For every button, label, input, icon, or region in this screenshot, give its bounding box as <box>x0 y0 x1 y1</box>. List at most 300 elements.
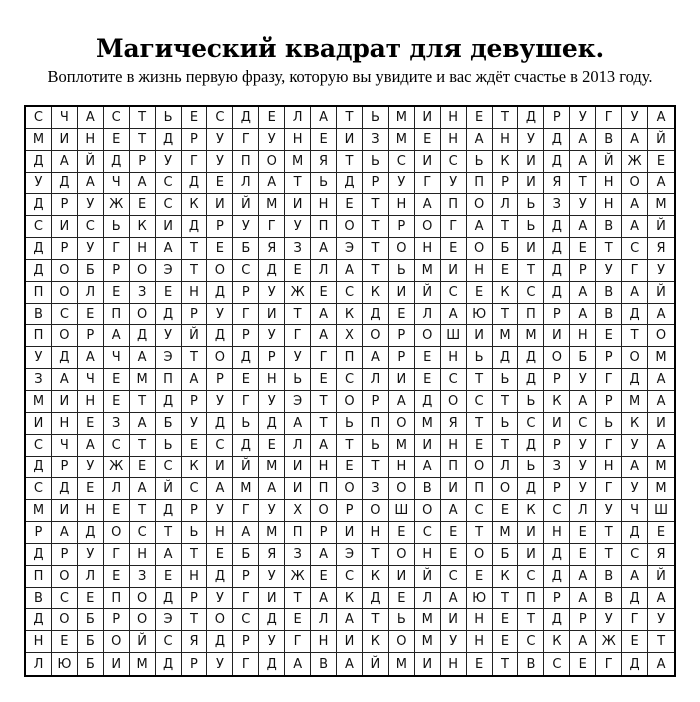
grid-cell: У <box>259 129 285 151</box>
grid-cell: Д <box>52 173 78 195</box>
grid-cell: Р <box>259 347 285 369</box>
grid-cell: Р <box>52 544 78 566</box>
grid-cell: З <box>544 457 570 479</box>
grid-cell: Т <box>648 631 674 653</box>
grid-cell: А <box>648 173 674 195</box>
grid-cell: А <box>182 369 208 391</box>
grid-cell: К <box>182 194 208 216</box>
grid-cell: С <box>52 304 78 326</box>
grid-cell: М <box>648 457 674 479</box>
grid-cell: Н <box>467 631 493 653</box>
grid-cell: А <box>311 435 337 457</box>
grid-cell: М <box>518 325 544 347</box>
grid-cell: Е <box>104 391 130 413</box>
grid-cell: П <box>467 173 493 195</box>
grid-cell: Д <box>182 216 208 238</box>
grid-cell: М <box>389 129 415 151</box>
grid-cell: О <box>363 325 389 347</box>
grid-cell: Г <box>233 304 259 326</box>
grid-cell: Е <box>311 282 337 304</box>
grid-cell: Д <box>26 260 52 282</box>
grid-cell: Т <box>182 260 208 282</box>
grid-cell: С <box>233 260 259 282</box>
grid-cell: Т <box>337 107 363 129</box>
grid-cell: О <box>207 260 233 282</box>
grid-cell: Р <box>570 609 596 631</box>
grid-cell: Ю <box>467 588 493 610</box>
grid-cell: Т <box>156 522 182 544</box>
grid-cell: Д <box>415 391 441 413</box>
grid-cell: Е <box>570 238 596 260</box>
grid-cell: Д <box>52 347 78 369</box>
grid-cell: Р <box>389 347 415 369</box>
grid-cell: З <box>104 413 130 435</box>
grid-cell: Й <box>648 216 674 238</box>
grid-cell: Ь <box>493 369 519 391</box>
grid-cell: П <box>441 194 467 216</box>
grid-cell: Н <box>130 544 156 566</box>
grid-cell: Г <box>596 435 622 457</box>
grid-cell: Н <box>78 500 104 522</box>
grid-cell: С <box>337 566 363 588</box>
grid-cell: Й <box>648 566 674 588</box>
grid-cell: К <box>622 413 648 435</box>
grid-cell: Д <box>622 588 648 610</box>
grid-cell: Ж <box>285 282 311 304</box>
grid-cell: Ь <box>156 435 182 457</box>
grid-cell: Н <box>596 173 622 195</box>
grid-cell: Р <box>311 522 337 544</box>
grid-cell: Э <box>156 347 182 369</box>
grid-cell: Н <box>311 457 337 479</box>
grid-cell: Э <box>285 391 311 413</box>
grid-cell: Р <box>78 325 104 347</box>
grid-cell: Р <box>52 457 78 479</box>
grid-cell: У <box>389 173 415 195</box>
grid-cell: А <box>570 129 596 151</box>
grid-cell: П <box>26 566 52 588</box>
grid-cell: О <box>363 500 389 522</box>
grid-cell: И <box>415 151 441 173</box>
grid-cell: Р <box>389 325 415 347</box>
grid-cell: Е <box>233 369 259 391</box>
grid-cell: К <box>544 631 570 653</box>
grid-cell: Ь <box>182 522 208 544</box>
grid-cell: Д <box>233 347 259 369</box>
grid-cell: Р <box>363 173 389 195</box>
grid-cell: П <box>311 216 337 238</box>
grid-cell: Б <box>78 631 104 653</box>
grid-cell: И <box>207 194 233 216</box>
grid-cell: Д <box>26 609 52 631</box>
grid-cell: Р <box>52 238 78 260</box>
grid-cell: Н <box>389 457 415 479</box>
grid-cell: Н <box>182 282 208 304</box>
grid-cell: Ь <box>389 260 415 282</box>
grid-cell: Е <box>104 129 130 151</box>
grid-cell: С <box>518 566 544 588</box>
grid-cell: Г <box>233 653 259 675</box>
grid-cell: А <box>259 173 285 195</box>
grid-cell: Б <box>78 653 104 675</box>
grid-cell: Д <box>544 238 570 260</box>
grid-cell: У <box>648 260 674 282</box>
grid-cell: И <box>389 566 415 588</box>
grid-cell: Е <box>493 609 519 631</box>
grid-cell: А <box>130 413 156 435</box>
grid-cell: Н <box>182 566 208 588</box>
grid-cell: И <box>518 522 544 544</box>
grid-cell: Р <box>104 260 130 282</box>
grid-cell: У <box>259 282 285 304</box>
grid-cell: Н <box>441 129 467 151</box>
grid-cell: У <box>26 173 52 195</box>
grid-cell: Ч <box>52 107 78 129</box>
grid-cell: Г <box>104 544 130 566</box>
grid-cell: А <box>467 216 493 238</box>
grid-cell: Е <box>130 194 156 216</box>
grid-cell: У <box>622 435 648 457</box>
grid-cell: С <box>622 544 648 566</box>
grid-cell: Г <box>596 653 622 675</box>
grid-cell: Б <box>493 238 519 260</box>
grid-cell: Ж <box>104 194 130 216</box>
grid-cell: О <box>130 588 156 610</box>
grid-cell: Р <box>493 173 519 195</box>
grid-cell: Н <box>441 347 467 369</box>
grid-cell: Р <box>182 129 208 151</box>
grid-cell: Р <box>130 151 156 173</box>
grid-cell: У <box>570 478 596 500</box>
grid-cell: А <box>622 566 648 588</box>
grid-cell: Г <box>233 500 259 522</box>
grid-cell: Я <box>311 151 337 173</box>
grid-cell: С <box>104 107 130 129</box>
grid-cell: Е <box>311 566 337 588</box>
grid-cell: Л <box>78 566 104 588</box>
grid-cell: У <box>596 500 622 522</box>
grid-cell: Е <box>337 457 363 479</box>
grid-cell: П <box>104 304 130 326</box>
grid-cell: Л <box>415 588 441 610</box>
grid-cell: О <box>467 544 493 566</box>
page-subtitle: Воплотите в жизнь первую фразу, которую вы увидите и вас ждёт счастье в 2013 году. <box>47 67 653 86</box>
grid-cell: И <box>207 457 233 479</box>
grid-cell: С <box>26 107 52 129</box>
grid-cell: Р <box>182 500 208 522</box>
grid-cell: Д <box>259 653 285 675</box>
grid-cell: С <box>156 194 182 216</box>
grid-cell: А <box>570 588 596 610</box>
grid-cell: Ч <box>622 500 648 522</box>
grid-cell: Р <box>544 478 570 500</box>
grid-cell: О <box>467 238 493 260</box>
grid-cell: К <box>493 282 519 304</box>
grid-cell: М <box>259 522 285 544</box>
grid-cell: Р <box>233 282 259 304</box>
grid-cell: М <box>415 631 441 653</box>
grid-cell: Д <box>544 566 570 588</box>
grid-cell: Т <box>596 522 622 544</box>
grid-cell: Т <box>363 260 389 282</box>
grid-cell: Й <box>78 151 104 173</box>
grid-cell: Г <box>182 151 208 173</box>
grid-cell: А <box>78 107 104 129</box>
grid-cell: П <box>518 588 544 610</box>
grid-cell: Б <box>570 347 596 369</box>
grid-cell: А <box>156 238 182 260</box>
grid-cell: М <box>130 369 156 391</box>
grid-cell: Р <box>26 522 52 544</box>
grid-cell: В <box>596 566 622 588</box>
grid-cell: Е <box>648 151 674 173</box>
grid-cell: Г <box>259 216 285 238</box>
grid-cell: С <box>26 478 52 500</box>
grid-cell: А <box>311 304 337 326</box>
grid-cell: И <box>337 129 363 151</box>
grid-cell: У <box>441 173 467 195</box>
grid-cell: Д <box>207 566 233 588</box>
grid-cell: Р <box>544 588 570 610</box>
grid-cell: Я <box>441 413 467 435</box>
grid-cell: У <box>648 609 674 631</box>
grid-cell: И <box>337 631 363 653</box>
grid-cell: Т <box>493 216 519 238</box>
grid-cell: О <box>104 522 130 544</box>
grid-cell: А <box>389 391 415 413</box>
grid-cell: Е <box>207 173 233 195</box>
grid-cell: Р <box>182 588 208 610</box>
grid-cell: Д <box>518 107 544 129</box>
grid-cell: Е <box>648 522 674 544</box>
grid-cell: Ч <box>104 173 130 195</box>
grid-cell: Е <box>104 369 130 391</box>
grid-cell: Е <box>493 260 519 282</box>
grid-cell: Л <box>26 653 52 675</box>
grid-cell: О <box>415 325 441 347</box>
grid-cell: Д <box>363 588 389 610</box>
grid-cell: А <box>441 588 467 610</box>
grid-cell: С <box>622 238 648 260</box>
grid-cell: П <box>104 588 130 610</box>
grid-cell: П <box>337 347 363 369</box>
grid-cell: Д <box>156 304 182 326</box>
grid-cell: И <box>544 325 570 347</box>
grid-cell: Ь <box>518 194 544 216</box>
grid-cell: У <box>182 413 208 435</box>
grid-cell: Е <box>311 129 337 151</box>
grid-cell: Д <box>544 282 570 304</box>
grid-cell: Й <box>130 631 156 653</box>
grid-cell: С <box>441 282 467 304</box>
grid-cell: С <box>570 413 596 435</box>
grid-cell: Д <box>156 500 182 522</box>
grid-cell: М <box>415 413 441 435</box>
grid-cell: А <box>570 304 596 326</box>
grid-cell: С <box>156 631 182 653</box>
grid-cell: С <box>518 282 544 304</box>
grid-cell: О <box>130 304 156 326</box>
grid-cell: Ч <box>78 369 104 391</box>
grid-cell: К <box>182 457 208 479</box>
grid-cell: С <box>26 435 52 457</box>
grid-cell: У <box>622 107 648 129</box>
grid-cell: Т <box>311 413 337 435</box>
grid-cell: И <box>259 588 285 610</box>
grid-cell: Р <box>233 631 259 653</box>
grid-cell: С <box>207 107 233 129</box>
grid-cell: Е <box>596 325 622 347</box>
grid-cell: Г <box>311 347 337 369</box>
grid-cell: Т <box>596 544 622 566</box>
grid-cell: О <box>415 216 441 238</box>
grid-cell: Р <box>182 391 208 413</box>
grid-cell: А <box>570 216 596 238</box>
grid-cell: Л <box>311 260 337 282</box>
grid-cell: И <box>285 478 311 500</box>
grid-cell: А <box>622 194 648 216</box>
grid-cell: Т <box>337 151 363 173</box>
grid-cell: Е <box>78 478 104 500</box>
grid-cell: А <box>130 173 156 195</box>
grid-cell: П <box>467 478 493 500</box>
grid-cell: И <box>441 609 467 631</box>
grid-cell: Й <box>596 151 622 173</box>
grid-cell: Е <box>78 588 104 610</box>
grid-cell: Э <box>337 544 363 566</box>
grid-cell: Е <box>207 544 233 566</box>
grid-cell: Н <box>259 369 285 391</box>
grid-cell: М <box>648 194 674 216</box>
grid-cell: Х <box>337 325 363 347</box>
grid-cell: Р <box>337 500 363 522</box>
grid-cell: М <box>26 391 52 413</box>
grid-cell: Т <box>182 609 208 631</box>
grid-cell: Е <box>441 544 467 566</box>
grid-cell: О <box>337 216 363 238</box>
grid-cell: Т <box>363 457 389 479</box>
grid-cell: У <box>207 588 233 610</box>
grid-cell: С <box>156 457 182 479</box>
grid-cell: И <box>518 238 544 260</box>
grid-cell: Д <box>104 151 130 173</box>
grid-cell: Д <box>26 544 52 566</box>
grid-cell: Р <box>389 216 415 238</box>
grid-cell: Н <box>52 413 78 435</box>
grid-cell: Г <box>441 216 467 238</box>
grid-cell: И <box>156 216 182 238</box>
grid-cell: У <box>207 304 233 326</box>
grid-cell: О <box>52 566 78 588</box>
grid-cell: Е <box>467 282 493 304</box>
grid-cell: С <box>104 435 130 457</box>
grid-cell: Э <box>156 260 182 282</box>
grid-cell: Ь <box>389 609 415 631</box>
grid-cell: О <box>389 478 415 500</box>
grid-cell: Е <box>389 304 415 326</box>
grid-cell: А <box>570 282 596 304</box>
grid-cell: Р <box>52 194 78 216</box>
grid-cell: И <box>518 151 544 173</box>
grid-cell: В <box>415 478 441 500</box>
grid-cell: Э <box>337 238 363 260</box>
grid-cell: В <box>26 304 52 326</box>
grid-cell: У <box>570 369 596 391</box>
grid-cell: Т <box>130 500 156 522</box>
grid-cell: Л <box>78 282 104 304</box>
grid-cell: С <box>182 478 208 500</box>
grid-cell: В <box>596 216 622 238</box>
grid-cell: М <box>648 478 674 500</box>
grid-cell: Ь <box>285 369 311 391</box>
grid-cell: Е <box>493 500 519 522</box>
grid-cell: Б <box>493 544 519 566</box>
grid-cell: О <box>52 260 78 282</box>
grid-cell: И <box>52 129 78 151</box>
grid-cell: Е <box>467 566 493 588</box>
grid-cell: О <box>104 631 130 653</box>
grid-cell: Й <box>233 194 259 216</box>
grid-cell: Е <box>156 282 182 304</box>
grid-cell: Е <box>389 588 415 610</box>
grid-cell: П <box>518 304 544 326</box>
grid-cell: С <box>156 173 182 195</box>
grid-cell: Д <box>207 631 233 653</box>
grid-cell: М <box>648 347 674 369</box>
grid-cell: Л <box>415 304 441 326</box>
grid-cell: Л <box>285 107 311 129</box>
grid-cell: О <box>389 238 415 260</box>
grid-cell: З <box>26 369 52 391</box>
grid-cell: К <box>493 566 519 588</box>
grid-cell: Р <box>104 609 130 631</box>
grid-cell: Т <box>363 544 389 566</box>
grid-cell: Д <box>622 369 648 391</box>
grid-cell: З <box>130 566 156 588</box>
grid-cell: Е <box>182 435 208 457</box>
grid-cell: Д <box>207 413 233 435</box>
grid-cell: Ь <box>467 347 493 369</box>
grid-cell: У <box>26 347 52 369</box>
grid-cell: Д <box>233 107 259 129</box>
grid-cell: О <box>467 457 493 479</box>
grid-cell: Е <box>52 631 78 653</box>
grid-cell: У <box>207 500 233 522</box>
grid-cell: Н <box>544 522 570 544</box>
grid-cell: И <box>26 413 52 435</box>
grid-cell: А <box>622 129 648 151</box>
grid-cell: Т <box>182 238 208 260</box>
grid-cell: У <box>156 151 182 173</box>
grid-cell: Ь <box>467 151 493 173</box>
grid-cell: Н <box>467 260 493 282</box>
grid-cell: И <box>467 325 493 347</box>
grid-cell: У <box>259 391 285 413</box>
grid-cell: Г <box>233 391 259 413</box>
grid-cell: З <box>130 282 156 304</box>
grid-cell: Ь <box>311 173 337 195</box>
grid-cell: В <box>596 129 622 151</box>
grid-cell: М <box>130 653 156 675</box>
grid-cell: Д <box>518 347 544 369</box>
grid-cell: Т <box>363 609 389 631</box>
grid-cell: С <box>441 369 467 391</box>
grid-cell: Н <box>415 238 441 260</box>
grid-cell: Т <box>337 435 363 457</box>
grid-cell: О <box>544 347 570 369</box>
grid-cell: С <box>207 435 233 457</box>
grid-cell: Т <box>493 304 519 326</box>
